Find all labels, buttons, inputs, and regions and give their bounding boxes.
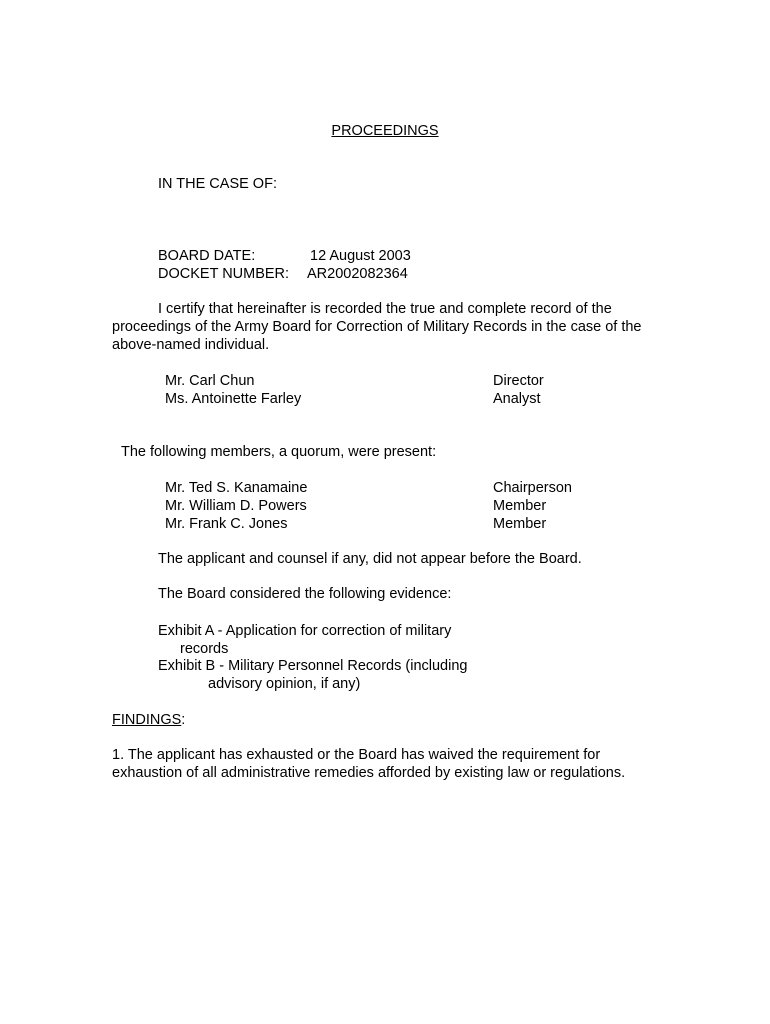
evidence-statement: The Board considered the following evidence: bbox=[158, 586, 452, 602]
appearance-statement: The applicant and counsel if any, did not appear before the Board. bbox=[158, 551, 582, 567]
board-date-label: BOARD DATE: bbox=[158, 248, 256, 264]
staff-role: Analyst bbox=[493, 391, 541, 407]
exhibit-b-continuation: advisory opinion, if any) bbox=[208, 676, 361, 692]
staff-name: Mr. Carl Chun bbox=[165, 373, 255, 389]
exhibit-a-continuation: records bbox=[180, 641, 229, 657]
member-name: Mr. Ted S. Kanamaine bbox=[165, 480, 308, 496]
docket-number-value: AR2002082364 bbox=[307, 266, 408, 282]
exhibit-b: Exhibit B - Military Personnel Records (including bbox=[158, 658, 468, 674]
findings-colon: : bbox=[181, 712, 186, 728]
member-role: Member bbox=[493, 516, 547, 532]
docket-number-label: DOCKET NUMBER: bbox=[158, 266, 290, 282]
findings-heading-text: FINDINGS bbox=[112, 712, 182, 728]
member-role: Chairperson bbox=[493, 480, 572, 496]
case-of-label: IN THE CASE OF: bbox=[158, 176, 277, 192]
page-title: PROCEEDINGS bbox=[331, 123, 439, 139]
finding-paragraph: 1. The applicant has exhausted or the Board has waived the requirement for exhaustion of all administrative remedies afforded by existing law or regulations. bbox=[112, 747, 626, 781]
findings-heading bbox=[112, 711, 185, 729]
member-name: Mr. Frank C. Jones bbox=[165, 516, 288, 532]
certification-paragraph: I certify that hereinafter is recorded the true and complete record of the proceedings of the Army Board for Correction of Military Records in the case of the above-named individual. bbox=[112, 301, 642, 353]
member-name: Mr. William D. Powers bbox=[165, 498, 307, 514]
board-date-value: 12 August 2003 bbox=[310, 248, 411, 264]
staff-name: Ms. Antoinette Farley bbox=[165, 391, 302, 407]
member-role: Member bbox=[493, 498, 547, 514]
exhibit-a: Exhibit A - Application for correction of military bbox=[158, 623, 452, 639]
quorum-statement: The following members, a quorum, were present: bbox=[121, 444, 437, 460]
staff-role: Director bbox=[493, 373, 544, 389]
